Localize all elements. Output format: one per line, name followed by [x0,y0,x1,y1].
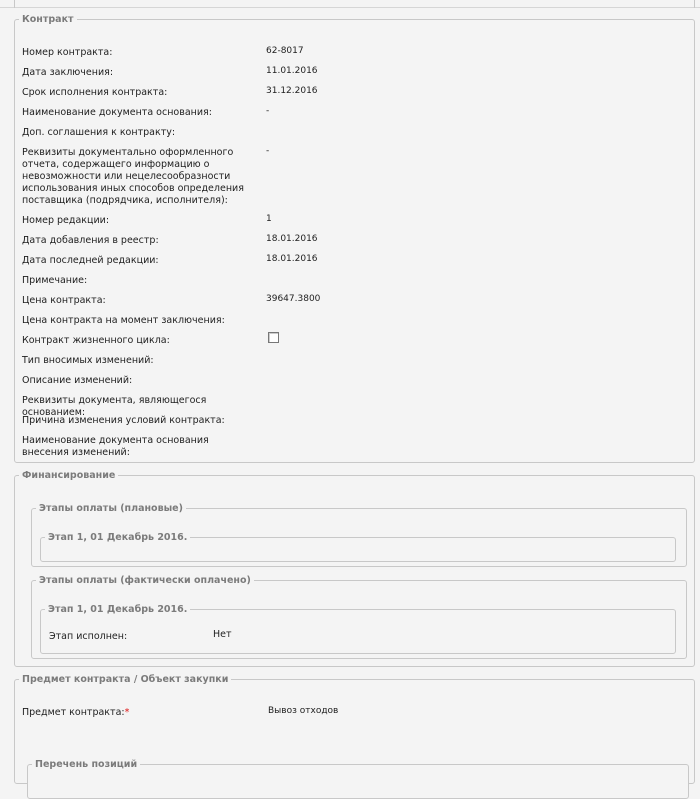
stage-done-value: Нет [213,629,232,640]
subject-label-text: Предмет контракта: [22,707,125,718]
financing-fieldset [14,470,695,667]
planned-stage-fieldset [40,532,676,562]
change-description-label: Описание изменений: [22,375,133,386]
positions-legend: Перечень позиций [35,759,138,770]
planned-stage-legend: Этап 1, 01 Декабрь 2016. [48,532,188,543]
price-at-conclusion-label: Цена контракта на момент заключения: [22,315,225,326]
subject-label [22,707,129,719]
stage-done-label: Этап исполнен: [49,631,128,642]
change-basis-document-label: Наименование документа основания внесения изменений: [22,435,209,458]
execution-term-label: Срок исполнения контракта: [22,87,168,98]
basis-requisites-label: Реквизиты документа, являющегося основанием: [22,395,207,418]
previous-section-edge [0,0,700,8]
last-revision-date-value: 18.01.2016 [266,254,318,264]
subject-fieldset [14,674,695,784]
actual-payments-legend: Этапы оплаты (фактически оплачено) [39,575,251,586]
execution-term-value: 31.12.2016 [266,86,318,96]
revision-number-label: Номер редакции: [22,215,110,226]
registry-date-value: 18.01.2016 [266,234,318,244]
note-label: Примечание: [22,275,88,286]
lifecycle-contract-label: Контракт жизненного цикла: [22,335,170,346]
contract-price-label: Цена контракта: [22,295,106,306]
conclusion-date-label: Дата заключения: [22,67,114,78]
contract-number-label: Номер контракта: [22,47,113,58]
contract-legend: Контракт [22,14,74,25]
revision-number-value: 1 [266,214,272,224]
planned-payments-fieldset [31,503,687,567]
registry-date-label: Дата добавления в реестр: [22,235,159,246]
last-revision-date-label: Дата последней редакции: [22,255,159,266]
basis-document-label: Наименование документа основания: [22,107,212,118]
actual-stage-legend: Этап 1, 01 Декабрь 2016. [48,604,188,615]
supplementary-agreements-label: Доп. соглашения к контракту: [22,127,176,138]
subject-value: Вывоз отходов [268,706,339,716]
actual-payments-fieldset [31,575,687,659]
contract-fieldset [14,14,695,463]
change-type-label: Тип вносимых изменений: [22,355,154,366]
required-mark: * [124,707,130,718]
planned-payments-legend: Этапы оплаты (плановые) [39,503,183,514]
contract-number-value: 62-8017 [266,46,304,56]
contract-price-value: 39647.3800 [266,294,321,304]
lifecycle-contract-checkbox[interactable] [268,332,279,343]
subject-legend: Предмет контракта / Объект закупки [22,674,229,685]
financing-legend: Финансирование [22,470,116,481]
conclusion-date-value: 11.01.2016 [266,66,318,76]
report-requisites-label: Реквизиты документально оформленного отчета, содержащего информацию о невозможности или нецелесообразности использования иных способов определения поставщика (подрядчика, исполнителя): [22,147,244,206]
positions-fieldset [27,759,689,799]
actual-stage-fieldset [40,604,676,654]
change-reason-label: Причина изменения условий контракта: [22,415,225,426]
basis-document-value: - [266,106,270,116]
report-requisites-value: - [266,146,270,156]
